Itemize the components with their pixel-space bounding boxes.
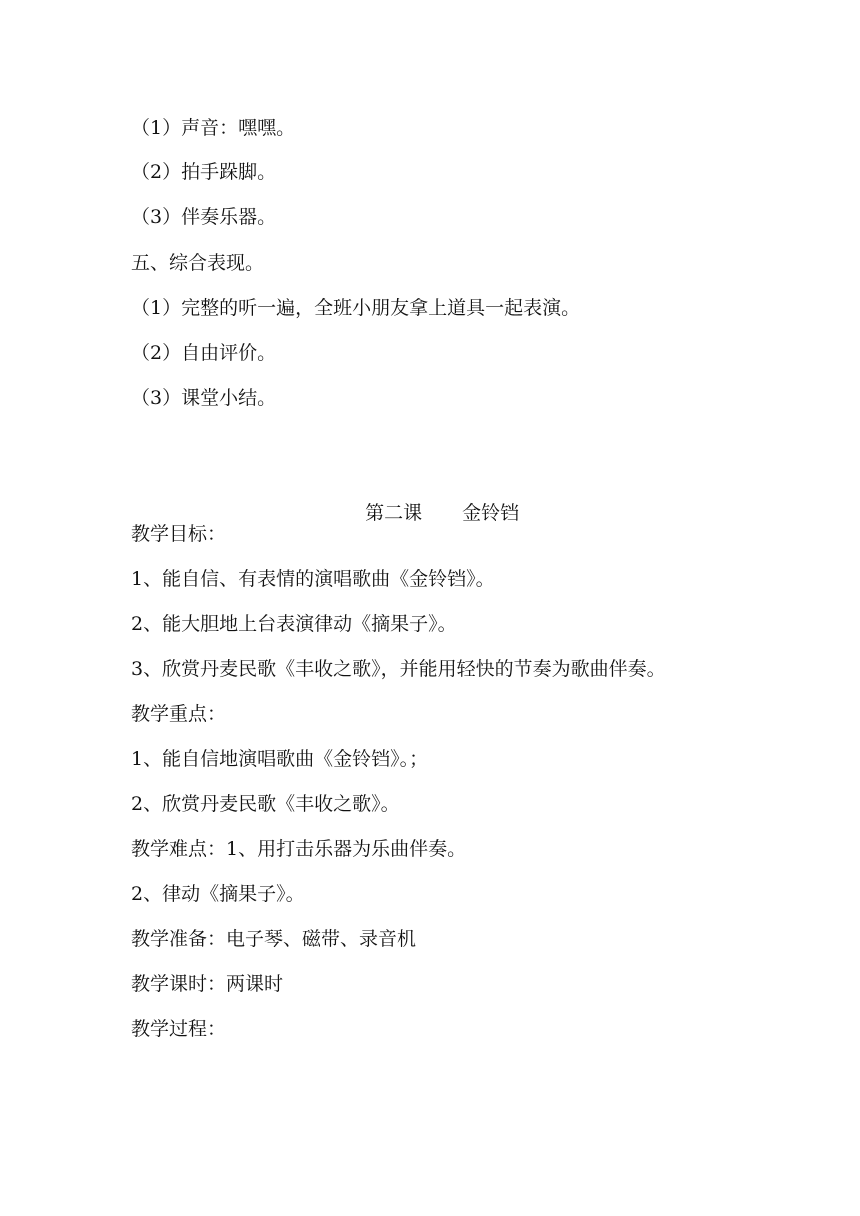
- lesson-title: [0, 477, 860, 549]
- text-line: 教学难点：1、用打击乐器为乐曲伴奏。: [131, 838, 467, 860]
- text-line: 教学课时：两课时: [131, 973, 284, 995]
- section-heading: 教学目标：: [131, 523, 227, 545]
- text-line: （3）伴奏乐器。: [131, 206, 277, 228]
- text-line: 2、能大胆地上台表演律动《摘果子》。: [131, 613, 457, 635]
- text-line: （1）完整的听一遍，全班小朋友拿上道具一起表演。: [131, 297, 581, 319]
- section-heading: 五、综合表现。: [131, 252, 265, 274]
- text-line: 2、欣赏丹麦民歌《丰收之歌》。: [131, 793, 400, 815]
- text-line: （2）拍手跺脚。: [131, 161, 277, 183]
- text-line: 2、律动《摘果子》。: [131, 883, 305, 905]
- lesson-number: 第二课: [365, 502, 423, 524]
- text-line: （3）课堂小结。: [131, 387, 277, 409]
- text-line: （1）声音：嘿嘿。: [131, 117, 296, 139]
- text-line: 1、能自信、有表情的演唱歌曲《金铃铛》。: [131, 568, 495, 590]
- text-line: 教学准备：电子琴、磁带、录音机: [131, 928, 417, 950]
- text-line: （2）自由评价。: [131, 342, 277, 364]
- section-heading: 教学过程：: [131, 1018, 227, 1040]
- text-line: 1、能自信地演唱歌曲《金铃铛》。；: [131, 748, 429, 770]
- lesson-name: 金铃铛: [462, 502, 520, 524]
- text-line: 3、欣赏丹麦民歌《丰收之歌》，并能用轻快的节奏为歌曲伴奏。: [131, 658, 666, 680]
- section-heading: 教学重点：: [131, 703, 227, 725]
